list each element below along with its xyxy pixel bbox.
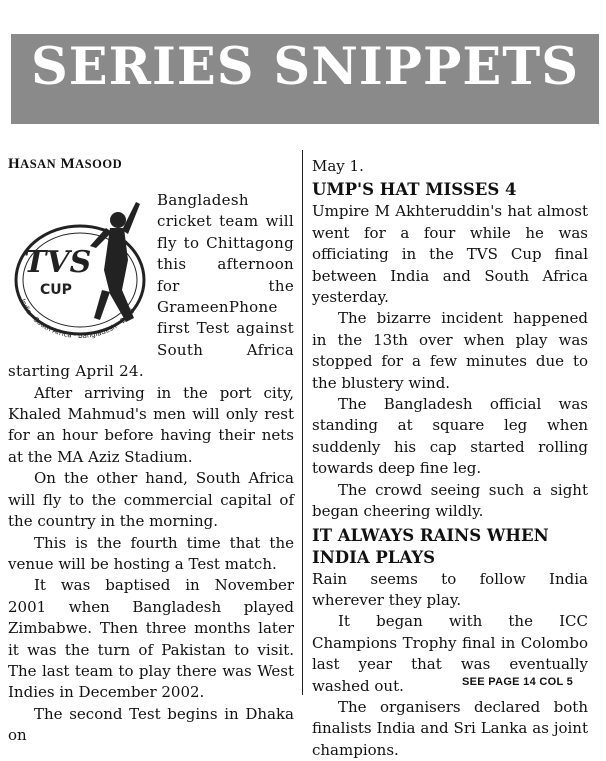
byline: HASAN MASOOD [8,156,123,172]
left-paragraph: This is the fourth time that the venue will be hosting a Test match. [8,533,294,573]
svg-text:CUP: CUP [40,282,72,298]
banner-title: SERIES SNIPPETS [30,37,580,97]
right-paragraph: The bizarre incident happened in the 13th over when play was stopped for a few minutes due to the blustery wind. [312,309,588,392]
column-divider [302,150,303,695]
see-page-reference: SEE PAGE 14 COL 5 [462,676,574,688]
svg-text:TVS: TVS [24,245,92,280]
headline-banner [11,34,599,124]
left-paragraph: It was baptised in November 2001 when Bangladesh played Zimbabwe. Then three months later it was the turn of Pakistan to visit. The last team to play there was West Indies in December 2002. [8,576,294,702]
subhead-umps-hat: UMP'S HAT MISSES 4 [312,180,517,200]
right-paragraph: Umpire M Akhteruddin's hat almost went for a four while he was officiating in the TVS Cup final between India and South Africa yesterday. [312,202,588,307]
right-paragraph: Rain seems to follow India wherever they play. [312,569,588,609]
left-column [8,150,294,747]
right-paragraph: The crowd seeing such a sight began cheering wildly. [312,480,588,521]
tvs-cup-logo [8,190,153,350]
right-paragraph: The organisers declared both finalists India and Sri Lanka as joint champions. [312,697,588,759]
tvs-cup-logo-icon [10,190,150,350]
right-paragraph: The Bangladesh official was standing at square leg when suddenly his cap started rolling towards deep fine leg. [312,395,588,478]
left-paragraph: On the other hand, South Africa will fly to the commercial capital of the country in the morning. [8,469,294,531]
right-paragraph: It began with the ICC Champions Trophy final in Colombo last year that was eventually washed out. [312,612,588,695]
right-continuation: May 1. [312,157,364,175]
svg-text:India · South Africa · Banglad: India · South Africa · Bangladesh · 2003 [18,297,137,340]
subhead-always-rains: IT ALWAYS RAINS WHEN INDIA PLAYS [312,525,549,567]
left-paragraph: The second Test begins in Dhaka on [8,704,294,745]
left-paragraph: Bangladesh cricket team will fly to Chittagong this afternoon for the GrameenPhone first Test against South Africa starting April 24. [8,191,294,381]
left-paragraph: After arriving in the port city, Khaled Mahmud's men will only rest for an hour before having their nets at the MA Aziz Stadium. [8,383,294,466]
right-column [312,150,588,761]
